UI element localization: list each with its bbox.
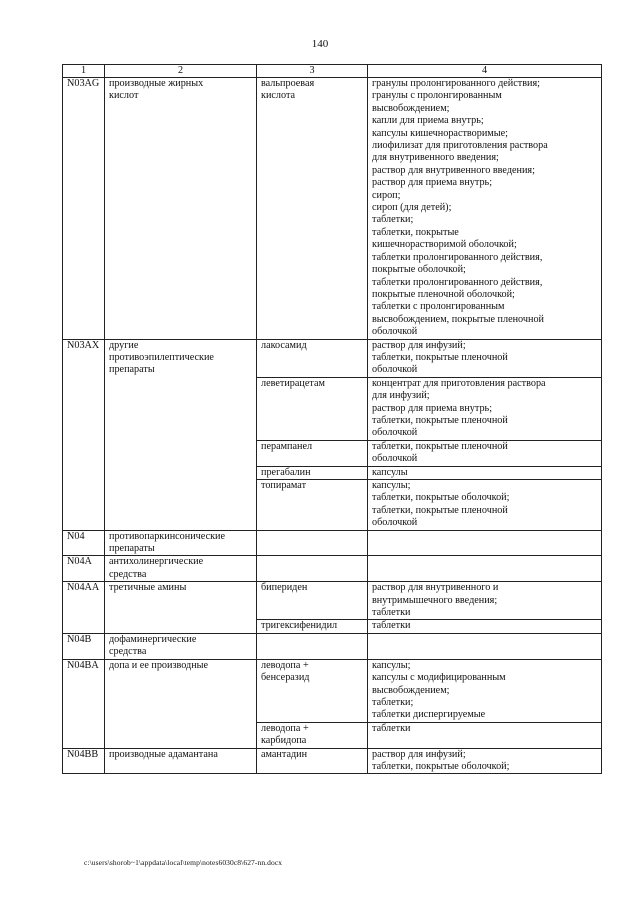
drug-name-cell bbox=[257, 659, 368, 722]
drug-name-cell-line: карбидопа bbox=[261, 735, 307, 747]
drug-table bbox=[62, 64, 602, 774]
dosage-forms-cell-line: кишечнорастворимой оболочкой; bbox=[372, 239, 517, 251]
group-name-cell-line: третичные амины bbox=[109, 582, 187, 594]
dosage-forms-cell bbox=[368, 466, 602, 479]
dosage-forms-cell-line: таблетки, покрытые пленочной bbox=[372, 440, 508, 452]
header-row bbox=[63, 65, 602, 78]
table-body bbox=[63, 78, 602, 774]
group-name-cell-line: кислот bbox=[109, 90, 139, 102]
dosage-forms-cell-line: оболочкой bbox=[372, 517, 418, 529]
drug-name-cell-line: леводопа + bbox=[261, 722, 309, 734]
group-name-cell-line: допа и ее производные bbox=[109, 659, 209, 671]
dosage-forms-cell bbox=[368, 620, 602, 633]
dosage-forms-cell-line: таблетки; bbox=[372, 214, 414, 226]
drug-name-cell bbox=[257, 748, 368, 774]
drug-name-cell-line: леветирацетам bbox=[261, 377, 325, 389]
footer-file-path: c:\users\shorob~1\appdata\local\temp\notes6030c8\627-nn.docx bbox=[84, 858, 283, 867]
table-row bbox=[63, 556, 602, 582]
dosage-forms-cell bbox=[368, 633, 602, 659]
atc-code-cell: N03AX bbox=[63, 339, 105, 530]
dosage-forms-cell-line: раствор для инфузий; bbox=[372, 748, 466, 760]
dosage-forms-cell-line: сироп; bbox=[372, 189, 401, 201]
group-name-cell bbox=[105, 78, 257, 340]
column-header: 3 bbox=[257, 65, 368, 78]
dosage-forms-cell-line: лиофилизат для приготовления раствора bbox=[372, 140, 548, 152]
dosage-forms-cell-line: оболочкой bbox=[372, 326, 418, 338]
dosage-forms-cell bbox=[368, 582, 602, 620]
dosage-forms-cell-line: высвобождением; bbox=[372, 684, 450, 696]
drug-name-cell bbox=[257, 78, 368, 340]
drug-name-cell bbox=[257, 480, 368, 531]
drug-name-cell bbox=[257, 620, 368, 633]
dosage-forms-cell-line: высвобождением; bbox=[372, 102, 450, 114]
dosage-forms-cell-line: таблетки; bbox=[372, 696, 414, 708]
dosage-forms-cell bbox=[368, 556, 602, 582]
drug-name-cell-line: амантадин bbox=[261, 748, 308, 760]
group-name-cell-line: средства bbox=[109, 568, 147, 580]
atc-code-cell: N04BB bbox=[63, 748, 105, 774]
dosage-forms-cell-line: капли для приема внутрь; bbox=[372, 115, 484, 127]
dosage-forms-cell-line: таблетки пролонгированного действия, bbox=[372, 276, 543, 288]
drug-name-cell bbox=[257, 466, 368, 479]
drug-name-cell bbox=[257, 582, 368, 620]
dosage-forms-cell-line: для внутривенного введения; bbox=[372, 152, 499, 164]
group-name-cell-line: дофаминергические bbox=[109, 633, 197, 645]
dosage-forms-cell-line: раствор для внутривенного введения; bbox=[372, 164, 535, 176]
group-name-cell-line: противопаркинсонические bbox=[109, 530, 226, 542]
table-row bbox=[63, 78, 602, 340]
drug-name-cell-line: вальпроевая bbox=[261, 78, 315, 89]
drug-name-cell-line: тригексифенидил bbox=[261, 620, 338, 632]
table-row bbox=[63, 633, 602, 659]
dosage-forms-cell-line: оболочкой bbox=[372, 453, 418, 465]
dosage-forms-cell-line: оболочкой bbox=[372, 427, 418, 439]
group-name-cell-line: другие bbox=[109, 339, 139, 351]
group-name-cell bbox=[105, 582, 257, 634]
dosage-forms-cell-line: капсулы bbox=[372, 466, 408, 478]
dosage-forms-cell bbox=[368, 748, 602, 774]
group-name-cell bbox=[105, 530, 257, 556]
drug-name-cell bbox=[257, 440, 368, 466]
group-name-cell-line: препараты bbox=[109, 543, 155, 555]
dosage-forms-cell bbox=[368, 722, 602, 748]
dosage-forms-cell bbox=[368, 530, 602, 556]
dosage-forms-cell-line: гранулы с пролонгированным bbox=[372, 90, 502, 102]
drug-name-cell-line: прегабалин bbox=[261, 466, 311, 478]
group-name-cell bbox=[105, 556, 257, 582]
dosage-forms-cell bbox=[368, 339, 602, 377]
drug-name-cell bbox=[257, 530, 368, 556]
dosage-forms-cell-line: сироп (для детей); bbox=[372, 202, 452, 214]
dosage-forms-cell-line: таблетки bbox=[372, 620, 411, 632]
dosage-forms-cell-line: таблетки, покрытые оболочкой; bbox=[372, 492, 510, 504]
group-name-cell-line: производные жирных bbox=[109, 78, 204, 89]
drug-name-cell bbox=[257, 633, 368, 659]
dosage-forms-cell-line: таблетки, покрытые оболочкой; bbox=[372, 760, 510, 772]
drug-name-cell-line: перампанел bbox=[261, 440, 313, 452]
dosage-forms-cell-line: капсулы; bbox=[372, 480, 411, 491]
atc-code-cell: N04A bbox=[63, 556, 105, 582]
drug-name-cell bbox=[257, 377, 368, 440]
dosage-forms-cell-line: таблетки, покрытые bbox=[372, 226, 459, 238]
atc-code-cell: N04BA bbox=[63, 659, 105, 748]
table-row bbox=[63, 339, 602, 377]
dosage-forms-cell-line: раствор для инфузий; bbox=[372, 339, 466, 351]
dosage-forms-cell bbox=[368, 440, 602, 466]
atc-code-cell: N04 bbox=[63, 530, 105, 556]
dosage-forms-cell-line: покрытые пленочной оболочкой; bbox=[372, 288, 515, 300]
dosage-forms-cell-line: таблетки с пролонгированным bbox=[372, 301, 505, 313]
page-number: 140 bbox=[311, 38, 329, 50]
dosage-forms-cell-line: таблетки, покрытые пленочной bbox=[372, 351, 508, 363]
drug-name-cell-line: бипериден bbox=[261, 582, 308, 594]
atc-code-cell: N03AG bbox=[63, 78, 105, 340]
dosage-forms-cell-line: покрытые оболочкой; bbox=[372, 264, 466, 276]
dosage-forms-cell-line: таблетки пролонгированного действия, bbox=[372, 251, 543, 263]
table-row bbox=[63, 582, 602, 620]
dosage-forms-cell-line: раствор для приема внутрь; bbox=[372, 177, 493, 189]
dosage-forms-cell bbox=[368, 480, 602, 531]
group-name-cell-line: препараты bbox=[109, 364, 155, 376]
dosage-forms-cell-line: капсулы с модифицированным bbox=[372, 672, 506, 684]
drug-name-cell-line: кислота bbox=[261, 90, 296, 102]
dosage-forms-cell-line: высвобождением, покрытые пленочной bbox=[372, 313, 545, 325]
drug-name-cell-line: топирамат bbox=[261, 480, 307, 491]
dosage-forms-cell-line: капсулы; bbox=[372, 659, 411, 671]
drug-name-cell bbox=[257, 722, 368, 748]
dosage-forms-cell-line: оболочкой bbox=[372, 364, 418, 376]
dosage-forms-cell-line: таблетки, покрытые пленочной bbox=[372, 414, 508, 426]
dosage-forms-cell-line: таблетки диспергируемые bbox=[372, 709, 486, 721]
dosage-forms-cell bbox=[368, 78, 602, 340]
column-header: 4 bbox=[368, 65, 602, 78]
dosage-forms-cell-line: капсулы кишечнорастворимые; bbox=[372, 127, 508, 139]
atc-code-cell: N04AA bbox=[63, 582, 105, 634]
atc-code-cell: N04B bbox=[63, 633, 105, 659]
group-name-cell bbox=[105, 633, 257, 659]
dosage-forms-cell-line: раствор для внутривенного и bbox=[372, 582, 499, 594]
drug-name-cell-line: бенсеразид bbox=[261, 672, 310, 684]
table-row bbox=[63, 748, 602, 774]
group-name-cell bbox=[105, 659, 257, 748]
drug-name-cell bbox=[257, 339, 368, 377]
dosage-forms-cell-line: внутримышечного введения; bbox=[372, 594, 498, 606]
column-header: 2 bbox=[105, 65, 257, 78]
table-row bbox=[63, 659, 602, 722]
dosage-forms-cell-line: для инфузий; bbox=[372, 390, 430, 402]
dosage-forms-cell-line: гранулы пролонгированного действия; bbox=[372, 78, 540, 89]
group-name-cell-line: антихолинергические bbox=[109, 556, 204, 568]
dosage-forms-cell bbox=[368, 659, 602, 722]
dosage-forms-cell-line: концентрат для приготовления раствора bbox=[372, 377, 546, 389]
drug-name-cell bbox=[257, 556, 368, 582]
table-row bbox=[63, 530, 602, 556]
dosage-forms-cell-line: таблетки, покрытые пленочной bbox=[372, 504, 508, 516]
dosage-forms-cell-line: таблетки bbox=[372, 607, 411, 619]
group-name-cell-line: производные адамантана bbox=[109, 748, 218, 760]
drug-name-cell-line: лакосамид bbox=[261, 339, 307, 351]
dosage-forms-cell-line: раствор для приема внутрь; bbox=[372, 402, 493, 414]
group-name-cell bbox=[105, 339, 257, 530]
group-name-cell bbox=[105, 748, 257, 774]
dosage-forms-cell-line: таблетки bbox=[372, 722, 411, 734]
group-name-cell-line: противоэпилептические bbox=[109, 351, 214, 363]
column-header: 1 bbox=[63, 65, 105, 78]
drug-name-cell-line: леводопа + bbox=[261, 659, 309, 671]
group-name-cell-line: средства bbox=[109, 646, 147, 658]
dosage-forms-cell bbox=[368, 377, 602, 440]
